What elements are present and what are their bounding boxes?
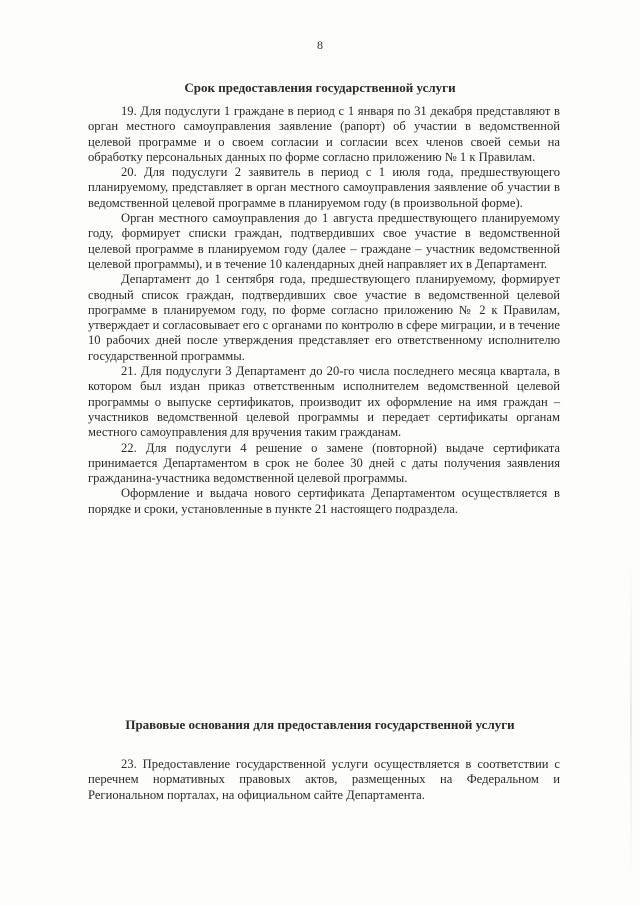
paragraph-23: 23. Предоставление государственной услуги осуществляется в соответствии с перечнем нормативных правовых актов, размещенных на Федеральном и Региональном порталах, на официальном сайте Департамента. xyxy=(88,757,560,802)
paragraph-department: Департамент до 1 сентября года, предшествующего планируемому, формирует сводный список граждан, подтвердивших свое участие в ведомственной целевой программе в планируемом году, по форме согласно приложению № 2 к Правилам, утверждает и согласовывает его с органами по контролю в сфере миграции, и в течение 10 рабочих дней после утверждения представляет его ответственному исполнителю государственной программы. xyxy=(88,272,560,363)
paragraph-new-certificate: Оформление и выдача нового сертификата Департаментом осуществляется в порядке и сроки, установленные в пункте 21 настоящего подраздела. xyxy=(88,486,560,516)
paragraph-21: 21. Для подуслуги 3 Департамент до 20-го числа последнего месяца квартала, в котором был издан приказ ответственным исполнителем ведомственной целевой программы о выпуске сертификатов, производит их оформление на имя граждан – участников ведомственной целевой программы и передает сертификаты органам местного самоуправления для вручения таким гражданам. xyxy=(88,364,560,440)
section-body-term xyxy=(88,104,560,517)
paragraph-19: 19. Для подуслуги 1 граждане в период с 1 января по 31 декабря представляют в орган местного самоуправления заявление (рапорт) об участии в ведомственной целевой программе и о своем согласии и согласии всех членов своей семьи на обработку персональных данных по форме согласно приложению № 1 к Правилам. xyxy=(88,104,560,164)
section-heading-legal-basis: Правовые основания для предоставления государственной услуги xyxy=(125,717,515,732)
paragraph-20: 20. Для подуслуги 2 заявитель в период с 1 июля года, предшествующего планируемому, представляет в орган местного самоуправления заявление об участии в ведомственной целевой программе в планируемом году (в произвольной форме). xyxy=(88,165,560,210)
paragraph-local-authority: Орган местного самоуправления до 1 августа предшествующего планируемому году, формирует списки граждан, подтвердивших свое участие в ведомственной целевой программе в планируемом году (далее – граждане – участник ведомственной целевой программы), и в течение 10 календарных дней направляет их в Департамент. xyxy=(88,211,560,271)
paragraph-22: 22. Для подуслуги 4 решение о замене (повторной) выдаче сертификата принимается Департаментом в срок не более 30 дней с даты получения заявления гражданина-участника ведомственной целевой программы. xyxy=(88,440,560,486)
section-heading-term: Срок предоставления государственной услуги xyxy=(184,80,456,95)
scan-edge-mark xyxy=(630,560,632,880)
page-number: 8 xyxy=(317,38,323,52)
section-body-legal-basis xyxy=(88,757,560,803)
